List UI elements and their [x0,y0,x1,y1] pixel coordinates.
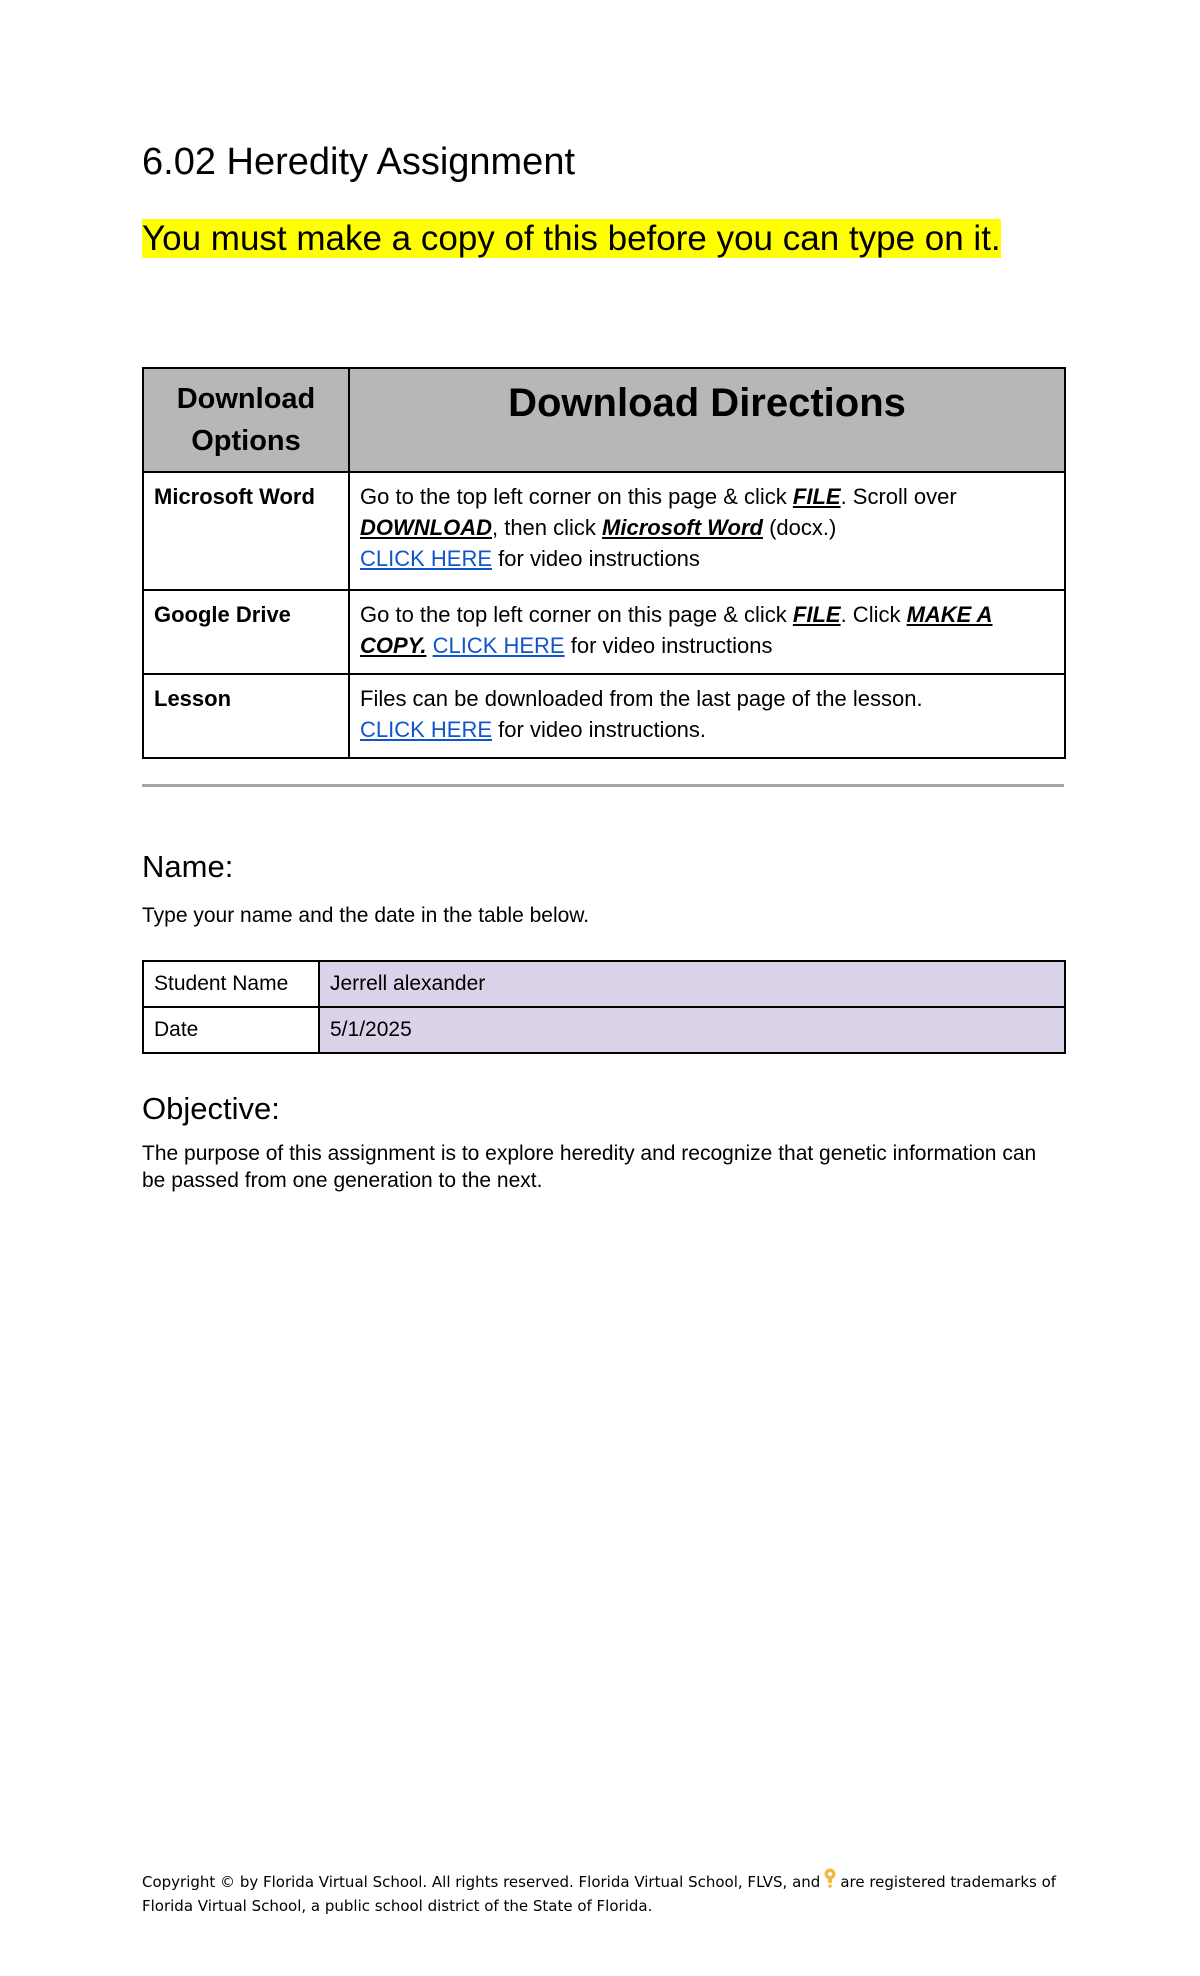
directions-text: for video instructions [564,633,773,658]
table-row-microsoft-word [143,472,1065,590]
directions-cell [349,590,1065,674]
directions-text: Files can be downloaded from the last page of the lesson. [360,686,923,711]
page-title: 6.02 Heredity Assignment [142,141,576,183]
table-row-student-name [143,961,1065,1007]
footer-text-end: are registered trademarks of Florida Virtual School, a public school district of the State of Florida. [142,1873,1057,1915]
download-options-table [142,367,1066,759]
file-menu-label: FILE [792,484,841,509]
microsoft-word-label: Microsoft Word [602,515,763,540]
table-row-google-drive [143,590,1065,674]
download-menu-label: DOWNLOAD [360,515,492,540]
click-here-link-drive[interactable]: CLICK HERE [432,633,565,658]
flvs-logo-icon [823,1868,837,1888]
date-label: Date [143,1007,319,1053]
student-name-label: Student Name [143,961,319,1007]
objective-text: The purpose of this assignment is to explore heredity and recognize that genetic information can be passed from one generation to the next. [142,1142,1037,1192]
copy-notice [142,218,1001,260]
horizontal-divider [142,784,1064,787]
click-here-link-word[interactable]: CLICK HERE [360,546,493,571]
header-download-directions: Download Directions [349,368,1065,472]
directions-text: . Scroll over [840,484,957,509]
table-row-date [143,1007,1065,1053]
name-heading: Name: [142,849,234,884]
option-label: Lesson [143,674,349,758]
copyright-footer [142,1868,1082,1918]
table-row-lesson [143,674,1065,758]
make-a-copy-label: MAKE A COPY. [360,602,993,658]
header-download-options: Download Options [143,368,349,472]
option-label: Microsoft Word [143,472,349,590]
copy-notice-highlight: You must make a copy of this before you can type on it. [142,219,1001,258]
directions-text: , then click [491,515,603,540]
directions-text: Go to the top left corner on this page & click [360,602,793,627]
student-info-table [142,960,1066,1054]
directions-text: (docx.) [762,515,837,540]
directions-text: Go to the top left corner on this page & click [360,484,793,509]
click-here-link-lesson[interactable]: CLICK HERE [360,717,493,742]
date-field[interactable]: 5/1/2025 [319,1007,1065,1053]
student-name-field[interactable]: Jerrell alexander [319,961,1065,1007]
name-instructions: Type your name and the date in the table below. [142,904,590,927]
directions-text: for video instructions [492,546,700,571]
directions-text: for video instructions. [492,717,707,742]
download-table-header-row [143,368,1065,472]
footer-text-start: Copyright © by Florida Virtual School. All rights reserved. Florida Virtual School, FLVS, and [142,1873,821,1891]
directions-cell [349,472,1065,590]
file-menu-label: FILE [792,602,841,627]
option-label: Google Drive [143,590,349,674]
objective-heading: Objective: [142,1091,280,1126]
directions-text: . Click [840,602,907,627]
directions-cell [349,674,1065,758]
